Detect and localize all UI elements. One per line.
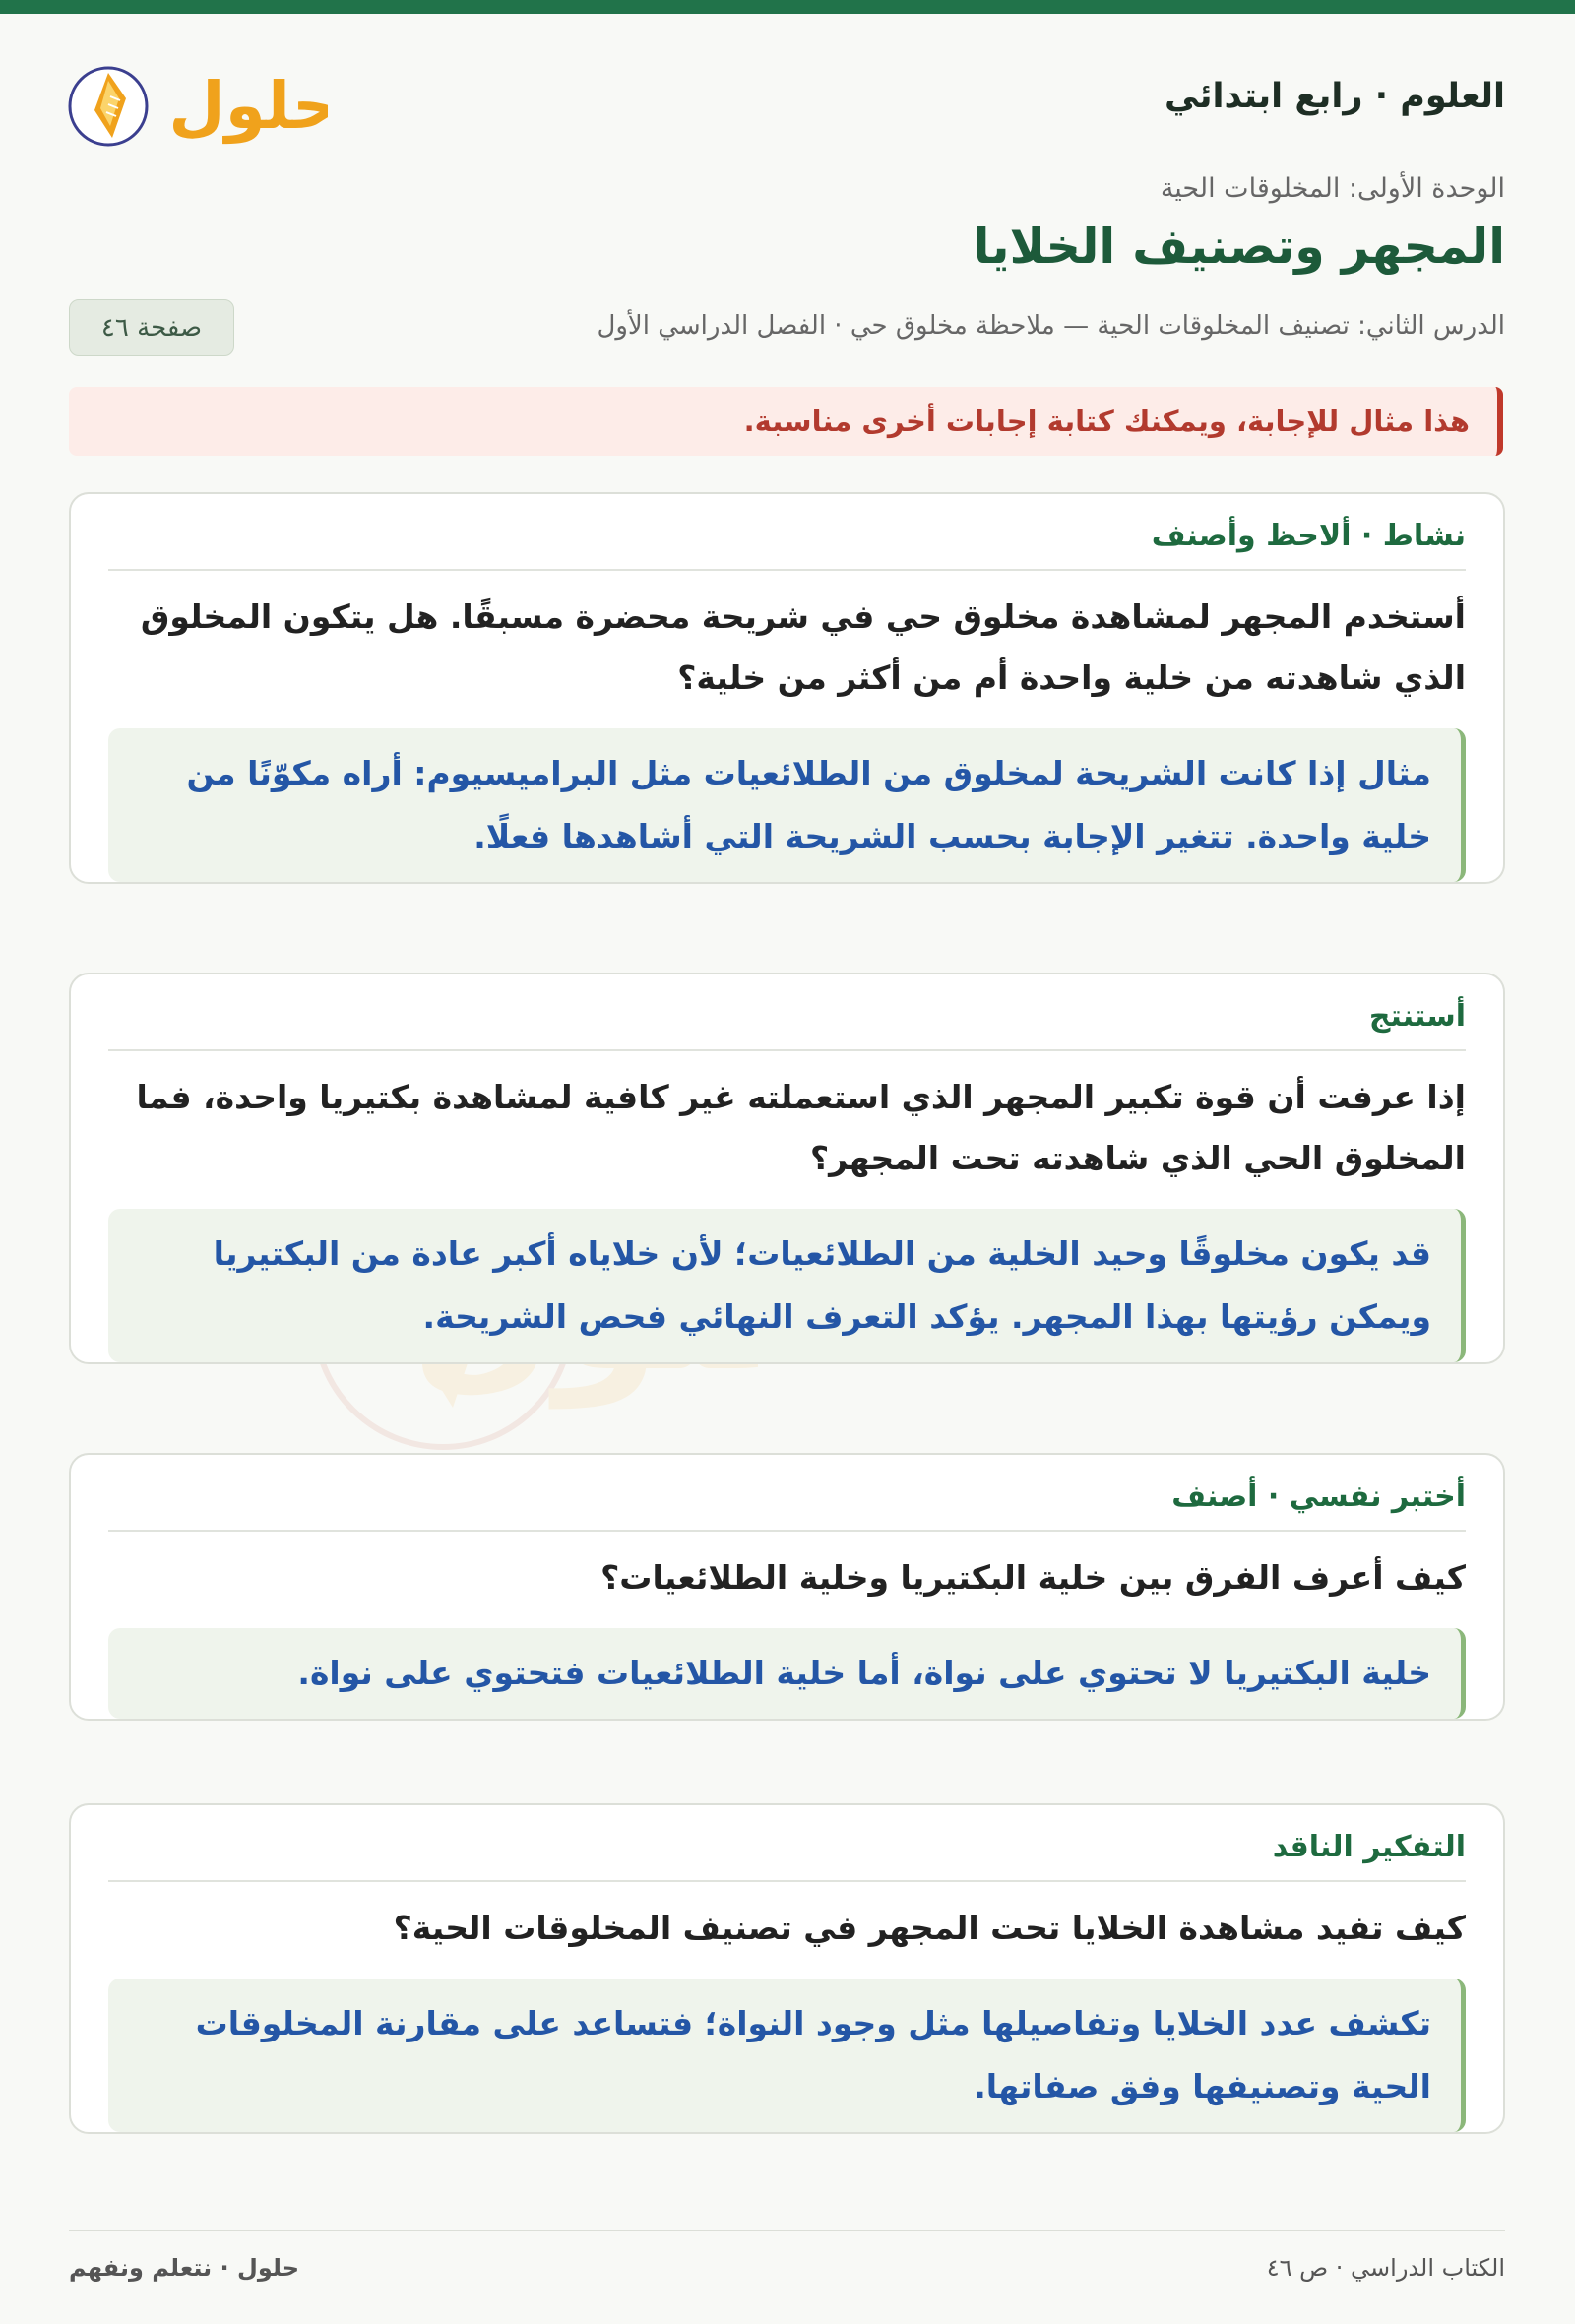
svg-text:حلول: حلول [168,68,328,144]
lesson-subtitle: الدرس الثاني: تصنيف المخلوقات الحية — ملاحظة مخلوق حي · الفصل الدراسي الأول [597,311,1505,341]
answer-box: خلية البكتيريا لا تحتوي على نواة، أما خلية الطلائعيات فتحتوي على نواة. [108,1628,1466,1719]
halol-logo[interactable] [67,47,328,156]
section-heading: التفكير الناقد [108,1829,1466,1882]
answer-box: تكشف عدد الخلايا وتفاصيلها مثل وجود النواة؛ فتساعد على مقارنة المخلوقات الحية وتصنيفها وفق صفاتها. [108,1979,1466,2132]
self-test-card [69,1453,1505,1721]
example-answer-note: هذا مثال للإجابة، ويمكنك كتابة إجابات أخرى مناسبة. [69,387,1503,456]
answer-box: قد يكون مخلوقًا وحيد الخلية من الطلائعيات؛ لأن خلاياه أكبر عادة من البكتيريا ويمكن رؤيتها بهذا المجهر. يؤكد التعرف النهائي فحص الشريحة. [108,1209,1466,1362]
footer-brand: حلول · نتعلم ونفهم [69,2254,299,2282]
question-text: كيف تفيد مشاهدة الخلايا تحت المجهر في تصنيف المخلوقات الحية؟ [393,1909,1466,1947]
top-accent-bar [0,0,1575,14]
question-text: إذا عرفت أن قوة تكبير المجهر الذي استعملته غير كافية لمشاهدة بكتيريا واحدة، فما المخلوق الحي الذي شاهدته تحت المجهر؟ [136,1078,1466,1177]
footer-book-page: الكتاب الدراسي · ص ٤٦ [1266,2254,1505,2282]
page-title: المجهر وتصنيف الخلايا [973,219,1505,275]
section-heading: نشاط · ألاحظ وأصنف [108,518,1466,571]
question-text: أستخدم المجهر لمشاهدة مخلوق حي في شريحة محضرة مسبقًا. هل يتكون المخلوق الذي شاهدته من خلية واحدة أم من أكثر من خلية؟ [140,597,1466,697]
footer-divider [69,2230,1505,2231]
section-heading: أستنتج [108,998,1466,1051]
subject-title: العلوم · رابع ابتدائي [1164,77,1505,116]
section-heading: أختبر نفسي · أصنف [108,1478,1466,1532]
page-number-badge: صفحة ٤٦ [69,299,234,356]
activity-card [69,492,1505,884]
question-text: كيف أعرف الفرق بين خلية البكتيريا وخلية الطلائعيات؟ [600,1558,1466,1597]
answer-box: مثال إذا كانت الشريحة لمخلوق من الطلائعيات مثل البراميسيوم: أراه مكوّنًا من خلية واحدة. تتغير الإجابة بحسب الشريحة التي أشاهدها فعلًا. [108,728,1466,882]
critical-thinking-card [69,1803,1505,2134]
conclude-card [69,973,1505,1364]
logo-icon [67,47,328,156]
unit-label: الوحدة الأولى: المخلوقات الحية [1160,173,1505,204]
